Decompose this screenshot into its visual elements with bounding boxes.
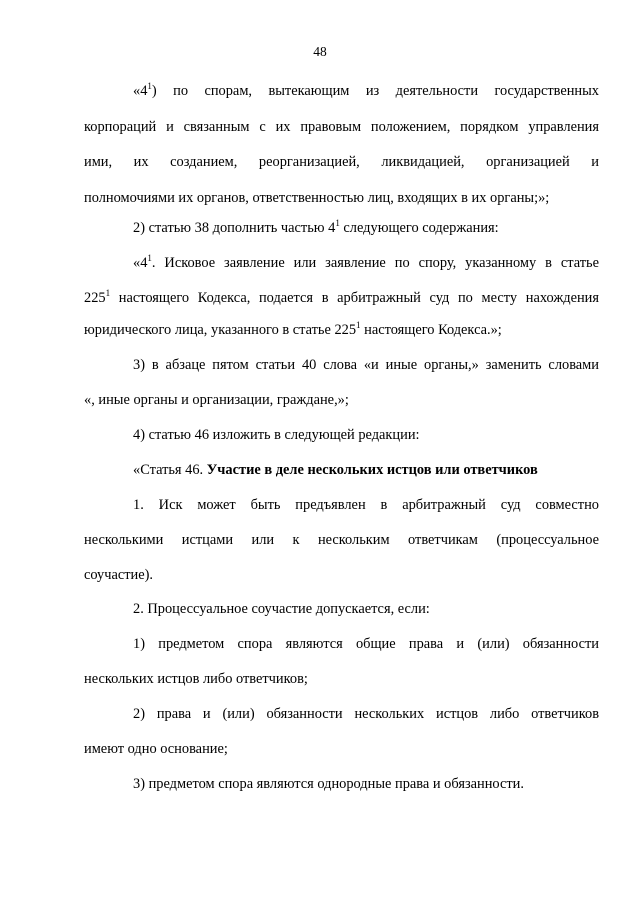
paragraph-line: полномочиями их органов, ответственностью лиц, входящих в их органы;»; xyxy=(84,190,550,206)
paragraph-line: имеют одно основание; xyxy=(84,741,228,757)
paragraph-line: $225^1$ настоящего Кодекса, подается в арбитражный суд по месту нахождения xyxy=(84,288,599,306)
paragraph-line: 2) статью 38 дополнить частью $4^1$ следующего содержания: xyxy=(133,218,499,236)
paragraph-line: 1) предметом спора являются общие права и (или) обязанности xyxy=(133,636,599,652)
paragraph-line: юридического лица, указанного в статье $225^1$ настоящего Кодекса.»; xyxy=(84,320,502,338)
paragraph-line: 2) права и (или) обязанности нескольких истцов либо ответчиков xyxy=(133,706,599,722)
paragraph-line: соучастие). xyxy=(84,567,154,583)
paragraph-line: нескольких истцов либо ответчиков; xyxy=(84,671,308,687)
article-heading: «Статья 46. Участие в деле нескольких истцов или ответчиков xyxy=(133,462,538,478)
paragraph-line: 3) в абзаце пятом статьи 40 слова «и иные органы,» заменить словами xyxy=(133,357,599,373)
paragraph-line: «$4^1$. Исковое заявление или заявление по спору, указанному в статье xyxy=(133,253,599,271)
paragraph-line: «, иные органы и организации, граждане,»; xyxy=(84,392,349,408)
article-title: Участие в деле нескольких истцов или ответчиков xyxy=(206,462,538,478)
paragraph-line: 4) статью 46 изложить в следующей редакции: xyxy=(133,427,420,443)
page-number: 48 xyxy=(313,44,327,59)
paragraph-line: ими, их созданием, реорганизацией, ликвидацией, организацией и xyxy=(84,154,599,170)
paragraph-line: несколькими истцами или к нескольким ответчикам (процессуальное xyxy=(84,532,599,548)
paragraph-line: 1. Иск может быть предъявлен в арбитражный суд совместно xyxy=(133,497,599,513)
paragraph-line: 2. Процессуальное соучастие допускается, если: xyxy=(133,601,430,617)
paragraph-line: 3) предметом спора являются однородные права и обязанности. xyxy=(133,776,524,792)
paragraph-line: «$4^1$) по спорам, вытекающим из деятельности государственных xyxy=(133,81,599,99)
paragraph-line: корпораций и связанным с их правовым положением, порядком управления xyxy=(84,119,599,135)
